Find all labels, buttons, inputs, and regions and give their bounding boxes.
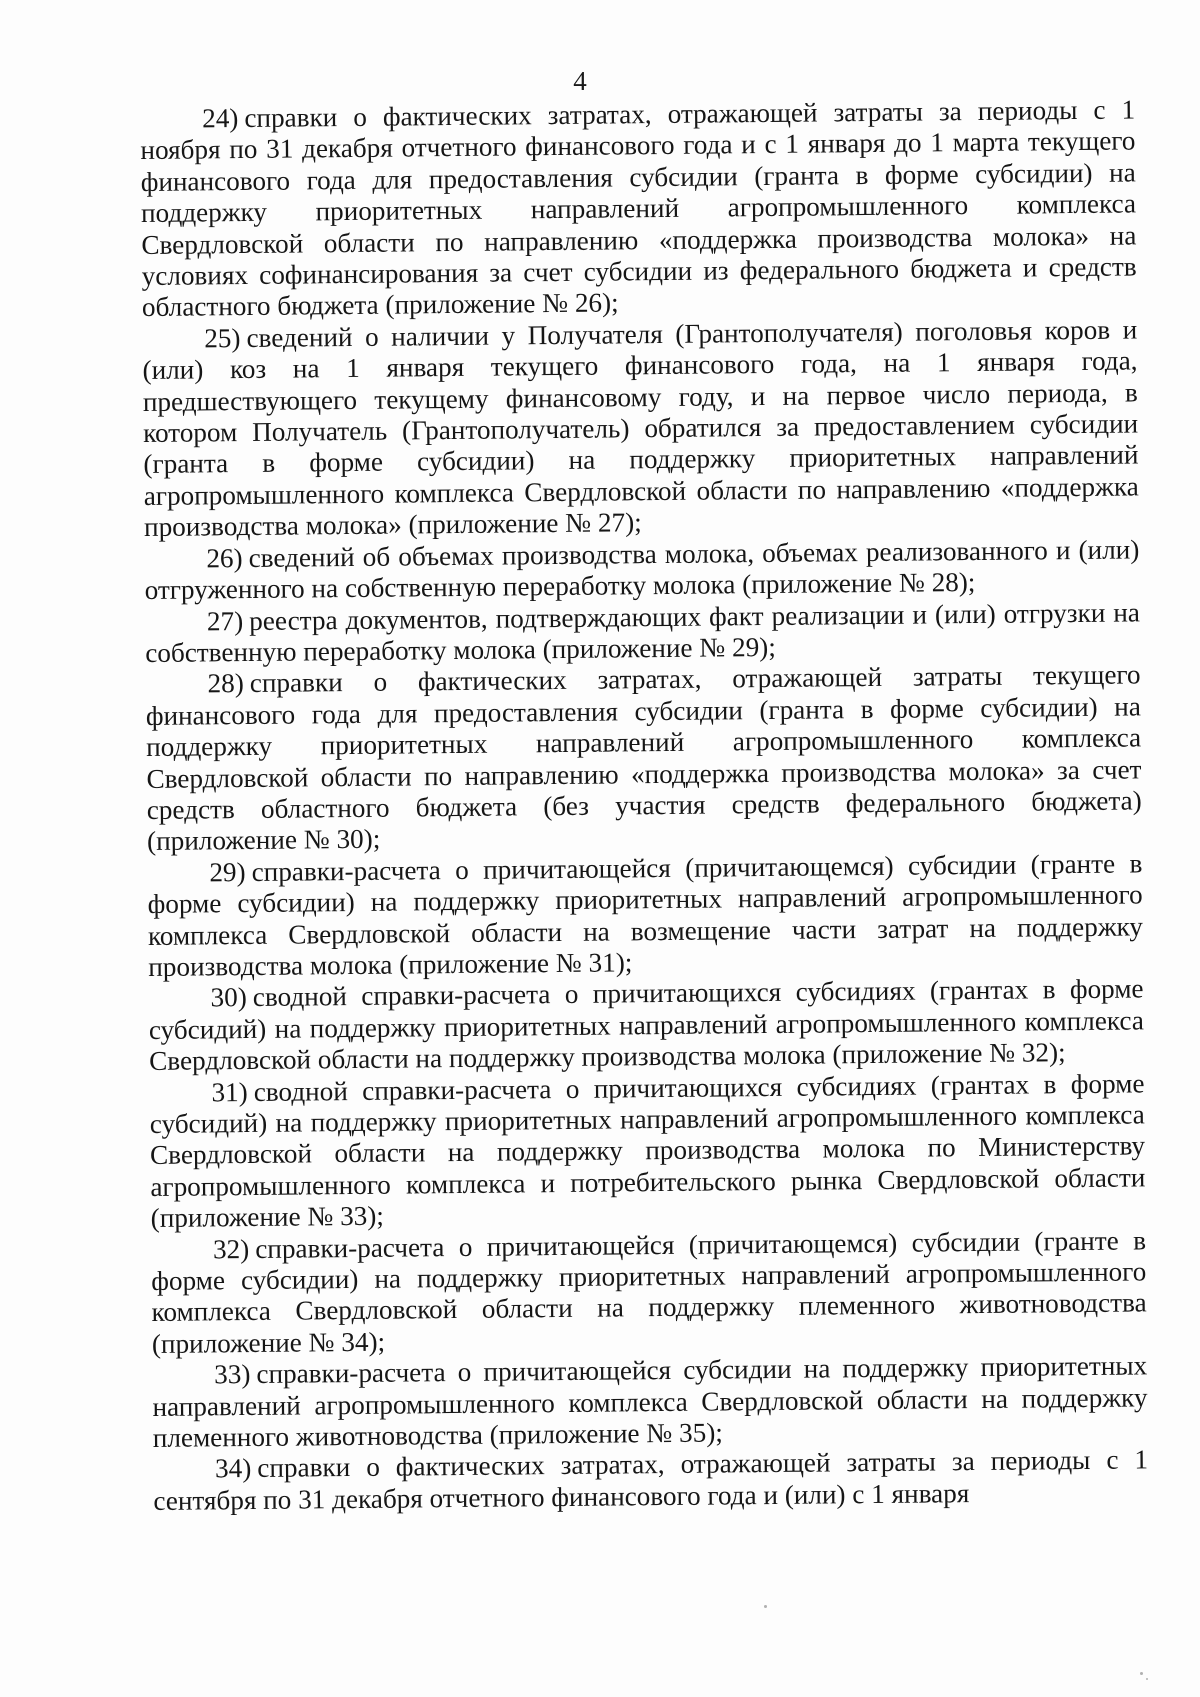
item-text: справки о фактических затратах, отражающей затраты за периоды с 1 ноября по 31 декабря отчетного финансового года и с 1 января до 1 марта текущего финансового года для предоставления субсидии (гранта в форме субсидии) на поддержку приоритетных направлений агропромышленного комплекса Свердловской области по направлению «поддержка производства молока» на условиях софинансирования за счет субсидии из федерального бюджета и средств областного бюджета (приложение № 26); <box>140 94 1137 323</box>
list-item-33 <box>152 1351 1148 1455</box>
list-item-25 <box>142 314 1139 543</box>
item-number: 29) <box>209 856 246 888</box>
scan-speck <box>764 1605 767 1608</box>
page-number: 4 <box>573 66 587 96</box>
list-item-26 <box>144 534 1140 606</box>
list-item-28 <box>145 660 1142 858</box>
item-text: реестра документов, подтверждающих факт реализации и (или) отгрузки на собственную переработку молока (приложение № 29); <box>145 596 1141 668</box>
item-text: справки-расчета о причитающейся (причитающемся) субсидии (гранте в форме субсидии) на поддержку приоритетных направлений агропромышленного комплекса Свердловской области на поддержку племенного животноводства (приложение № 34); <box>151 1225 1147 1359</box>
item-text: сведений о наличии у Получателя (Грантополучателя) поголовья коров и (или) коз на 1 января текущего финансового года, на 1 января года, предшествующего текущему финансовому году, и на первое число периода, в котором Получатель (Грантополучатель) обратился за предоставлением субсидии (гранта в форме субсидии) на поддержку приоритетных направлений агропромышленного комплекса Свердловской области по направлению «поддержка производства молока» (приложение № 27); <box>142 314 1139 543</box>
scan-speck <box>1146 1678 1148 1680</box>
item-text: справки-расчета о причитающейся субсидии на поддержку приоритетных направлений агропромышленного комплекса Свердловской области на поддержку племенного животноводства (приложение № 35); <box>152 1350 1148 1454</box>
item-text: справки о фактических затратах, отражающей затраты текущего финансового года для предоставления субсидии (гранта в форме субсидии) на поддержку приоритетных направлений агропромышленного комплекса Свердловской области по направлению «поддержка производства молока» за счет средств областного бюджета (без участия средств федерального бюджета) (приложение № 30); <box>145 659 1142 857</box>
item-text: сведений об объемах производства молока, объемах реализованного и (или) отгруженного на собственную переработку молока (приложение № 28); <box>144 534 1140 606</box>
item-number: 31) <box>211 1076 248 1107</box>
item-number: 28) <box>207 668 244 699</box>
item-text: сводной справки-расчета о причитающихся субсидиях (грантах в форме субсидий) на поддержку приоритетных направлений агропромышленного комплекса Свердловской области на поддержку производства молока по Министерству агропромышленного комплекса и потребительского рынка Свердловской области (приложение № 33); <box>149 1067 1146 1234</box>
item-number: 24) <box>201 103 239 134</box>
list-item-32 <box>151 1225 1147 1360</box>
item-number: 30) <box>210 982 247 1013</box>
item-text: справки-расчета о причитающейся (причитающемся) субсидии (гранте в форме субсидии) на поддержку приоритетных направлений агропромышленного комплекса Свердловской области на возмещение части затрат на поддержку производства молока (приложение № 31); <box>147 848 1144 982</box>
list-item-31 <box>149 1068 1145 1235</box>
item-number: 27) <box>206 605 244 636</box>
list-item-24 <box>140 94 1137 323</box>
list-item-29 <box>147 848 1143 983</box>
list-item-27 <box>145 597 1141 669</box>
item-number: 32) <box>212 1233 250 1264</box>
scan-speck <box>1140 1672 1143 1675</box>
item-number: 25) <box>204 322 241 354</box>
item-text: справки о фактических затратах, отражающей затраты за периоды с 1 сентября по 31 декабря отчетного финансового года и (или) с 1 января <box>153 1444 1149 1516</box>
item-number: 33) <box>214 1359 251 1390</box>
item-number: 26) <box>206 542 243 574</box>
list-item-30 <box>148 974 1144 1078</box>
list-item-34 <box>153 1445 1149 1517</box>
item-text: сводной справки-расчета о причитающихся субсидиях (грантах в форме субсидий) на поддержку приоритетных направлений агропромышленного комплекса Свердловской области на поддержку производства молока (приложение № 32); <box>148 973 1144 1077</box>
document-body <box>140 94 1149 1517</box>
item-number: 34) <box>214 1453 252 1484</box>
